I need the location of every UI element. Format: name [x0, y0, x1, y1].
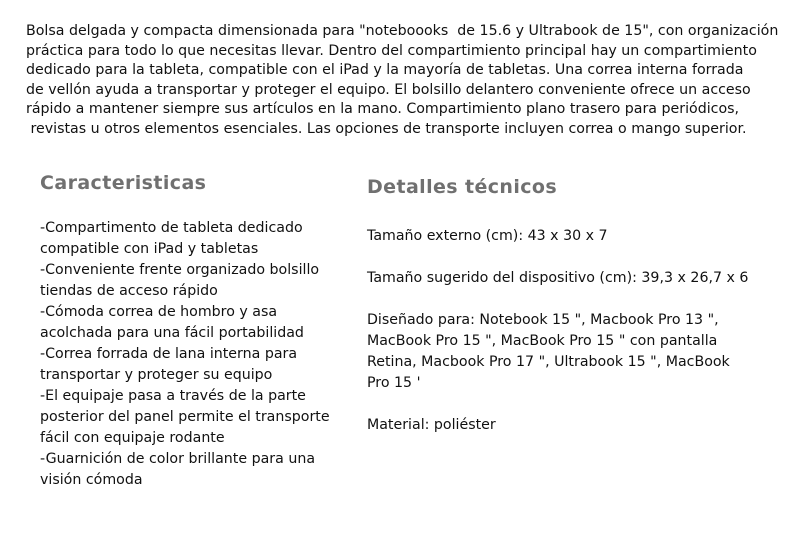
description-line: de vellón ayuda a transportar y proteger el equipo. El bolsillo delantero conveniente ofrece un acceso	[26, 81, 751, 98]
designed-for: Diseñado para: Notebook 15 ", Macbook Pro 13 ", MacBook Pro 15 ", MacBook Pro 15 " con pantalla Retina, Macbook Pro 17 ", Ultrabook 15 ", MacBook Pro 15 '	[367, 312, 730, 391]
description-line: rápido a mantener siempre sus artículos en la mano. Compartimiento plano trasero para periódicos,	[26, 101, 740, 117]
device-size: Tamaño sugerido del dispositivo (cm): 39,3 x 26,7 x 6	[367, 270, 749, 286]
description-line: dedicado para la tableta, compatible con el iPad y la mayoría de tabletas. Una correa interna forrada	[26, 62, 744, 78]
feature-item: -Compartimento de tableta dedicado compatible con iPad y tabletas	[40, 220, 303, 257]
features-section	[40, 172, 340, 491]
feature-item: -Guarnición de color brillante para una visión cómoda	[40, 451, 316, 488]
description-line: práctica para todo lo que necesitas llevar. Dentro del compartimiento principal hay un compartimiento	[26, 42, 757, 59]
feature-item: -Correa forrada de lana interna para transportar y proteger su equipo	[40, 346, 298, 383]
external-size: Tamaño externo (cm): 43 x 30 x 7	[367, 228, 608, 244]
feature-item: -El equipaje pasa a través de la parte posterior del panel permite el transporte fácil con equipaje rodante	[40, 388, 330, 446]
description-line: Bolsa delgada y compacta dimensionada para "noteboooks de 15.6 y Ultrabook de 15", con organización	[26, 23, 779, 39]
technical-details-heading: Detalles técnicos	[367, 176, 558, 198]
feature-item: -Cómoda correa de hombro y asa acolchada para una fácil portabilidad	[40, 304, 304, 341]
features-list	[40, 218, 340, 491]
description-line: revistas u otros elementos esenciales. Las opciones de transporte incluyen correa o mango superior.	[26, 120, 747, 137]
material: Material: poliéster	[367, 417, 496, 433]
technical-details-section	[367, 176, 787, 457]
features-heading: Caracteristicas	[40, 172, 207, 194]
technical-details-list	[367, 226, 787, 436]
feature-item: -Conveniente frente organizado bolsillo tiendas de acceso rápido	[40, 262, 320, 299]
product-description	[26, 22, 792, 139]
